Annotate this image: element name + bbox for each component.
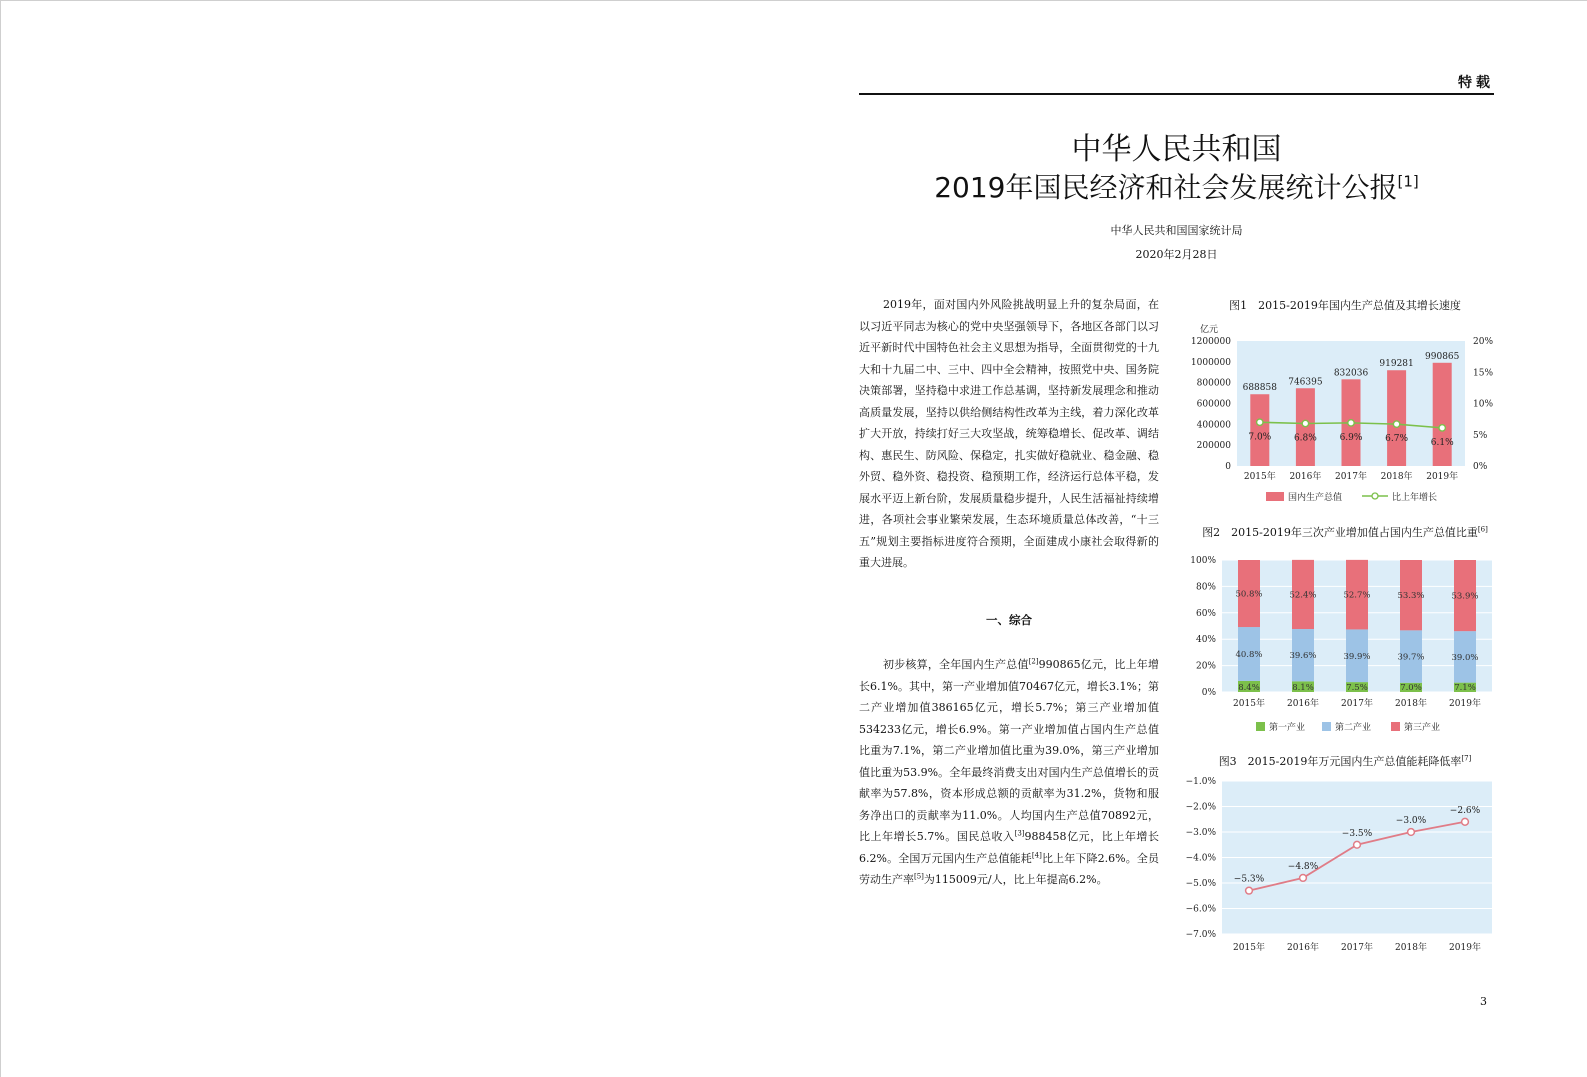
segment-label: 7.5%: [1346, 683, 1368, 693]
y-tick-label: 800000: [1196, 378, 1231, 389]
segment-label: 39.9%: [1343, 651, 1371, 662]
gdp-bar-label: 832036: [1333, 368, 1369, 379]
segment-label: 40.8%: [1235, 649, 1263, 660]
gdp-bar-label: 688858: [1242, 383, 1277, 394]
y2-tick-label: 0%: [1473, 462, 1488, 472]
growth-label: 6.8%: [1293, 433, 1317, 444]
gdp-bar-label: 990865: [1425, 351, 1460, 362]
decline-point: [1300, 875, 1307, 882]
growth-point: [1393, 421, 1399, 427]
y-tick-label: −1.0%: [1185, 777, 1216, 787]
segment-label: 39.6%: [1289, 651, 1317, 662]
figure2-title: [1190, 524, 1500, 540]
footnote-marker: [5]: [914, 872, 924, 881]
growth-point: [1348, 420, 1354, 426]
y-tick-label: 80%: [1195, 582, 1216, 593]
y-tick-label: −2.0%: [1185, 802, 1216, 813]
legend-marker-growth: [1372, 493, 1378, 499]
growth-point: [1302, 420, 1308, 426]
title-footnote-marker: [1]: [1397, 172, 1419, 191]
legend-swatch-gdp: [1266, 492, 1284, 501]
x-tick-label: 2016年: [1287, 699, 1319, 709]
header-rule: [859, 93, 1494, 95]
gdp-bar: [1248, 394, 1272, 466]
decline-point: [1246, 887, 1253, 894]
document-title-line1: 中华人民共和国: [1071, 132, 1282, 167]
y-tick-label: −3.0%: [1185, 828, 1216, 838]
page-left-edge: [0, 0, 1, 1077]
growth-label: 6.7%: [1385, 434, 1409, 445]
figure-note-marker: [6]: [1477, 525, 1488, 534]
gdp-bar: [1430, 363, 1454, 466]
x-tick-label: 2019年: [1449, 699, 1481, 709]
figure-title-text: 图3 2015-2019年万元国内生产总值能耗降低率: [1218, 755, 1462, 768]
footnote-marker: [4]: [1031, 850, 1042, 859]
y-tick-label: −6.0%: [1185, 904, 1216, 915]
segment-label: 8.1%: [1292, 683, 1314, 693]
segment-label: 53.3%: [1397, 591, 1425, 602]
author: 中华人民共和国国家统计局: [1110, 224, 1243, 237]
segment-label: 8.4%: [1238, 683, 1260, 693]
growth-point: [1439, 425, 1445, 431]
y-tick-label: 20%: [1195, 661, 1216, 672]
legend-swatch: [1322, 722, 1331, 731]
segment-label: 53.9%: [1451, 591, 1479, 602]
legend-label-gdp: 国内生产总值: [1288, 493, 1343, 503]
x-tick-label: 2017年: [1341, 943, 1373, 953]
industry-share-chart: [1180, 548, 1500, 743]
gdp-bar-label: 919281: [1379, 359, 1414, 370]
y-tick-label: −5.0%: [1185, 879, 1216, 889]
paragraph-text: 990865亿元，比上年增长6.1%。其中，第一产业增加值70467亿元，增长3.1%；第二产业增加值386165亿元，增长5.7%；第三产业增加值534233亿元，增长6.9%。第一产业增加值占国内生产总值比重为7.1%，第二产业增加值比重为39.0%，第三产业增加值比重为53.9%。全年最终消费支出对国内生产总值增长的贡献率为57.8%，资本形成总额的贡献率为31.2%，货物和服务净出口的贡献率为11.0%。人均国内生产总值70892元，比上年增长5.7%。国民总收入: [859, 658, 1159, 843]
figure-note-marker: [7]: [1461, 754, 1472, 763]
segment-label: 7.0%: [1400, 683, 1422, 693]
growth-label: 7.0%: [1248, 432, 1272, 443]
x-tick-label: 2015年: [1233, 699, 1265, 709]
y-tick-label: 0: [1225, 462, 1231, 472]
paragraph-text: 988458亿元，比上年增长6.2%。全国万元国内生产总值能耗: [859, 830, 1159, 865]
y-tick-label: 40%: [1195, 635, 1216, 646]
y-tick-label: 100%: [1190, 556, 1216, 566]
figure1-title: [1190, 297, 1500, 313]
document-title-line2: [859, 166, 1494, 206]
segment-label: 39.7%: [1397, 652, 1425, 663]
paragraph-text: 比上年下降2.6%。全员劳动生产率: [859, 851, 1159, 886]
footnote-marker: [2]: [1028, 657, 1039, 666]
page-top-edge: [0, 0, 1587, 1]
decline-point: [1354, 841, 1361, 848]
page-number: 3: [1480, 995, 1487, 1008]
y-axis-unit: 亿元: [1199, 325, 1219, 335]
footnote-marker: [3]: [1014, 829, 1025, 838]
y-tick-label: −7.0%: [1185, 930, 1216, 940]
legend-label: 第三产业: [1404, 723, 1441, 733]
legend-swatch: [1391, 722, 1400, 731]
decline-label: −3.0%: [1395, 816, 1427, 826]
y-tick-label: 1200000: [1190, 337, 1231, 347]
intro-paragraph: 2019年，面对国内外风险挑战明显上升的复杂局面，在以习近平同志为核心的党中央坚强领导下，各地区各部门以习近平新时代中国特色社会主义思想为指导，全面贯彻党的十九大和十九届二中、三中、四中全会精神，按照党中央、国务院决策部署，坚持稳中求进工作总基调，坚持新发展理念和推动高质量发展，坚持以供给侧结构性改革为主线，着力深化改革扩大开放，持续打好三大攻坚战，统筹稳增长、促改革、调结构、惠民生、防风险、保稳定，扎实做好稳就业、稳金融、稳外贸、稳外资、稳投资、稳预期工作，经济运行总体平稳，发展水平迈上新台阶，发展质量稳步提升，人民生活福祉持续增进，各项社会事业繁荣发展，生态环境质量总体改善，“十三五”规划主要指标进度符合预期，全面建成小康社会取得新的重大进展。: [859, 298, 1159, 569]
y-tick-label: 60%: [1195, 608, 1216, 619]
publish-date: 2020年2月28日: [1135, 248, 1218, 261]
x-tick-label: 2018年: [1395, 699, 1427, 709]
x-tick-label: 2017年: [1335, 472, 1367, 482]
legend-swatch: [1256, 722, 1265, 731]
figure3-title: [1190, 753, 1500, 769]
y2-tick-label: 20%: [1473, 337, 1494, 347]
y-tick-label: −4.0%: [1185, 853, 1216, 864]
paragraph-text: 为115009元/人，比上年提高6.2%。: [923, 873, 1108, 886]
x-tick-label: 2016年: [1287, 943, 1319, 953]
decline-label: −5.3%: [1233, 874, 1265, 885]
paragraph-text: 初步核算，全年国内生产总值: [883, 658, 1029, 671]
segment-label: 50.8%: [1235, 589, 1263, 600]
section-heading: 一、综合: [986, 613, 1032, 627]
x-tick-label: 2019年: [1449, 943, 1481, 953]
document-title-text: 2019年国民经济和社会发展统计公报: [934, 171, 1398, 204]
segment-label: 52.7%: [1343, 590, 1371, 601]
y2-tick-label: 15%: [1473, 368, 1494, 379]
y-tick-label: 1000000: [1190, 357, 1231, 368]
legend-label: 第一产业: [1269, 723, 1306, 733]
growth-label: 6.9%: [1339, 432, 1363, 443]
y2-tick-label: 5%: [1473, 430, 1488, 441]
decline-label: −2.6%: [1449, 805, 1481, 816]
decline-label: −4.8%: [1287, 861, 1319, 872]
figure-title-text: 图2 2015-2019年三次产业增加值占国内生产总值比重: [1202, 526, 1478, 539]
segment-label: 7.1%: [1454, 683, 1476, 693]
legend-label-growth: 比上年增长: [1392, 493, 1438, 503]
x-tick-label: 2017年: [1341, 699, 1373, 709]
x-tick-label: 2015年: [1233, 943, 1265, 953]
figure-title-text: 图1 2015-2019年国内生产总值及其增长速度: [1229, 299, 1461, 312]
decline-point: [1462, 818, 1469, 825]
growth-point: [1257, 419, 1263, 425]
section-tag: 特载: [1458, 75, 1494, 91]
y-tick-label: 200000: [1196, 441, 1231, 452]
summary-paragraph: [859, 654, 1159, 891]
decline-label: −3.5%: [1341, 828, 1373, 839]
y2-tick-label: 10%: [1473, 399, 1494, 410]
segment-label: 39.0%: [1451, 652, 1479, 663]
energy-intensity-chart: [1180, 772, 1500, 957]
x-tick-label: 2015年: [1243, 472, 1276, 482]
gdp-growth-chart: [1180, 318, 1500, 513]
x-tick-label: 2019年: [1426, 472, 1459, 482]
x-tick-label: 2018年: [1380, 472, 1413, 482]
y-tick-label: 0%: [1201, 688, 1216, 698]
legend-label: 第二产业: [1335, 723, 1372, 733]
gdp-bar-label: 746395: [1288, 377, 1323, 388]
growth-label: 6.1%: [1430, 437, 1454, 448]
y-tick-label: 400000: [1196, 420, 1231, 431]
x-tick-label: 2018年: [1395, 943, 1427, 953]
gdp-bar: [1385, 370, 1409, 466]
x-tick-label: 2016年: [1289, 472, 1322, 482]
segment-label: 52.4%: [1289, 590, 1317, 601]
decline-point: [1408, 829, 1415, 836]
y-tick-label: 600000: [1196, 399, 1231, 410]
